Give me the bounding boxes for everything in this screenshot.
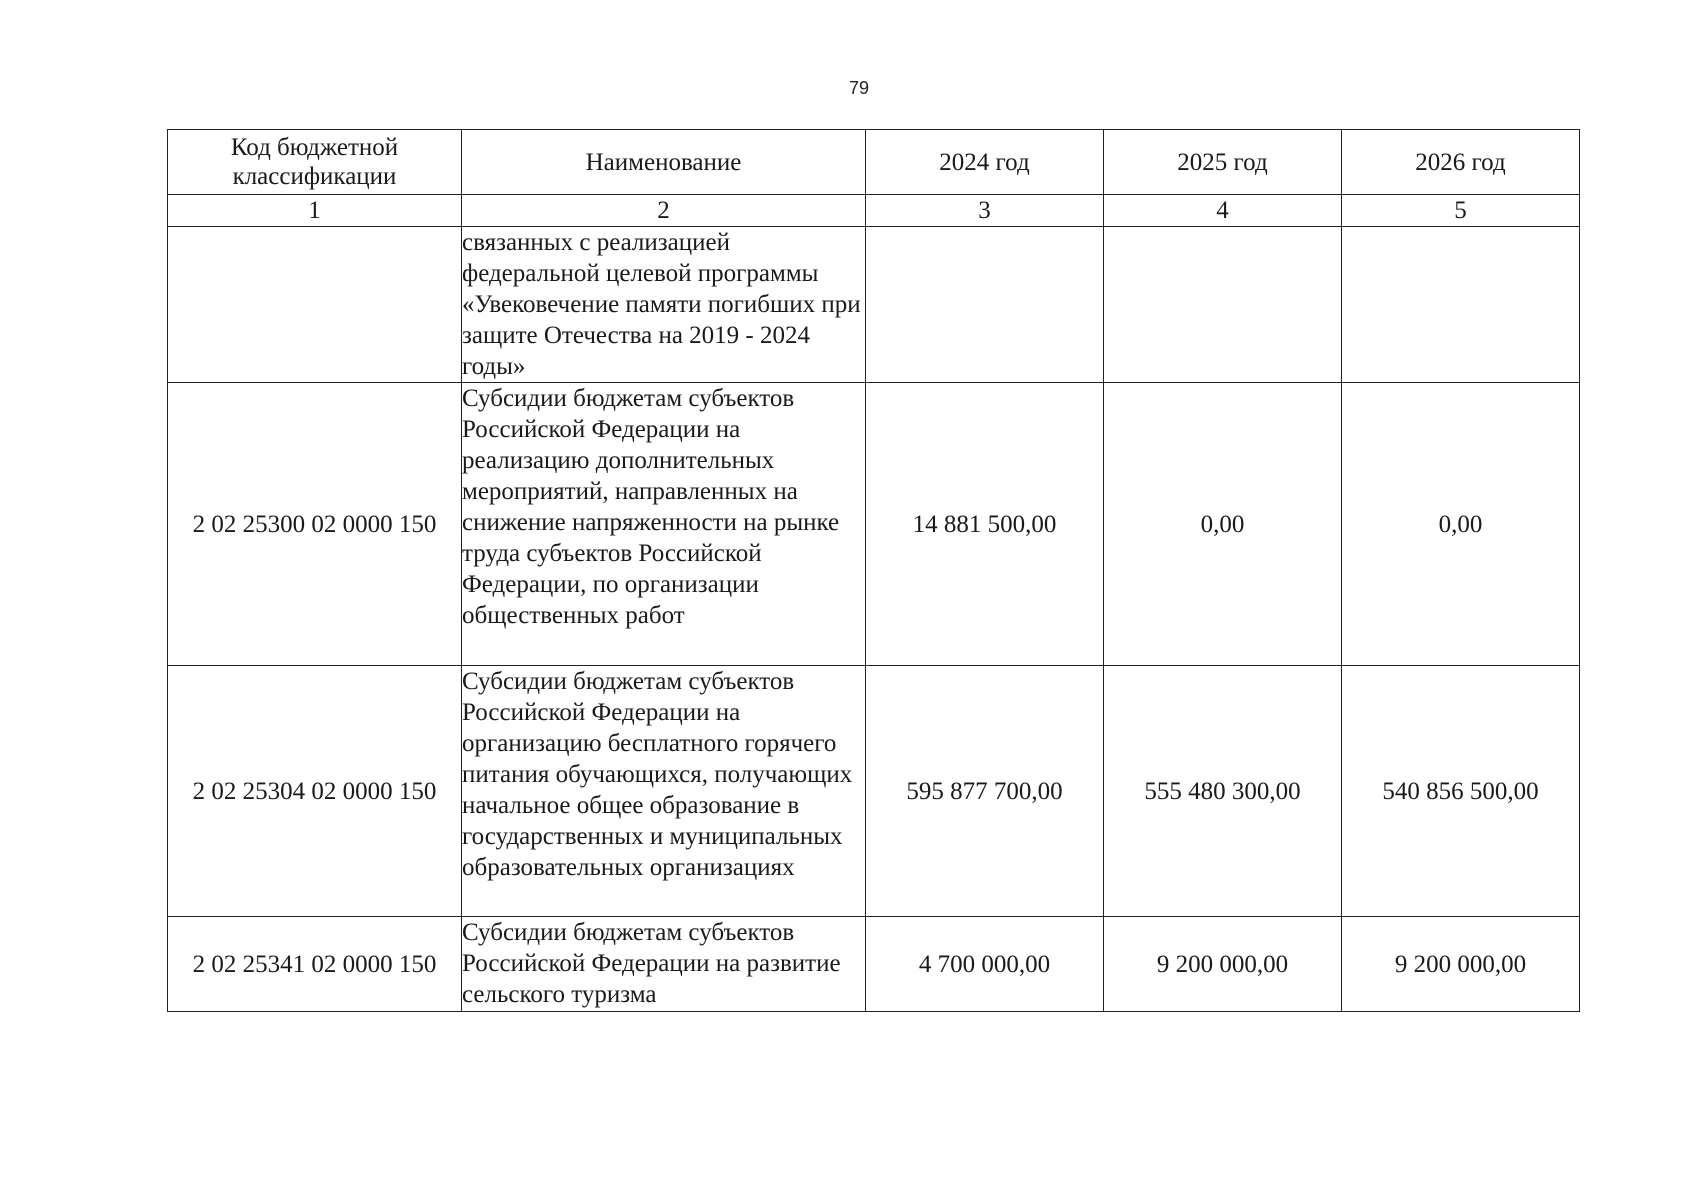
value-2024-cell <box>866 227 1104 383</box>
name-cell: Субсидии бюджетам субъектов Российской Федерации на развитие сельского туризма <box>462 917 866 1012</box>
header-name: Наименование <box>462 130 866 195</box>
name-cell: Субсидии бюджетам субъектов Российской Федерации на организацию бесплатного горячего питания обучающихся, получающих начальное общее образование в государственных и муниципальных образовательных организациях <box>462 666 866 917</box>
value-2025-cell <box>1104 227 1342 383</box>
column-number: 1 <box>168 195 462 227</box>
header-2026: 2026 год <box>1342 130 1580 195</box>
page-number: 79 <box>848 78 870 98</box>
value-2025-cell: 9 200 000,00 <box>1104 917 1342 1012</box>
code-cell <box>168 227 462 383</box>
header-2024: 2024 год <box>866 130 1104 195</box>
name-cell: Субсидии бюджетам субъектов Российской Федерации на реализацию дополнительных мероприятий, направленных на снижение напряженности на рынке труда субъектов Российской Федерации, по организации общественных работ <box>462 383 866 666</box>
value-2026-cell: 0,00 <box>1342 383 1580 666</box>
column-number: 2 <box>462 195 866 227</box>
name-cell: связанных с реализацией федеральной целевой программы «Увековечение памяти погибших при защите Отечества на 2019 - 2024 годы» <box>462 227 866 383</box>
value-2024-cell: 14 881 500,00 <box>866 383 1104 666</box>
value-2025-cell: 0,00 <box>1104 383 1342 666</box>
table-row <box>168 227 1580 383</box>
column-number-row <box>168 195 1580 227</box>
value-2025-cell: 555 480 300,00 <box>1104 666 1342 917</box>
header-code: Код бюджетной классификации <box>168 130 462 195</box>
table-header-row <box>168 130 1580 195</box>
table-row <box>168 666 1580 917</box>
value-2024-cell: 595 877 700,00 <box>866 666 1104 917</box>
code-cell: 2 02 25304 02 0000 150 <box>168 666 462 917</box>
code-cell: 2 02 25300 02 0000 150 <box>168 383 462 666</box>
column-number: 5 <box>1342 195 1580 227</box>
budget-table <box>167 129 1580 1012</box>
value-2026-cell: 540 856 500,00 <box>1342 666 1580 917</box>
table-row <box>168 917 1580 1012</box>
value-2026-cell: 9 200 000,00 <box>1342 917 1580 1012</box>
value-2024-cell: 4 700 000,00 <box>866 917 1104 1012</box>
column-number: 3 <box>866 195 1104 227</box>
code-cell: 2 02 25341 02 0000 150 <box>168 917 462 1012</box>
value-2026-cell <box>1342 227 1580 383</box>
table-row <box>168 383 1580 666</box>
column-number: 4 <box>1104 195 1342 227</box>
header-2025: 2025 год <box>1104 130 1342 195</box>
